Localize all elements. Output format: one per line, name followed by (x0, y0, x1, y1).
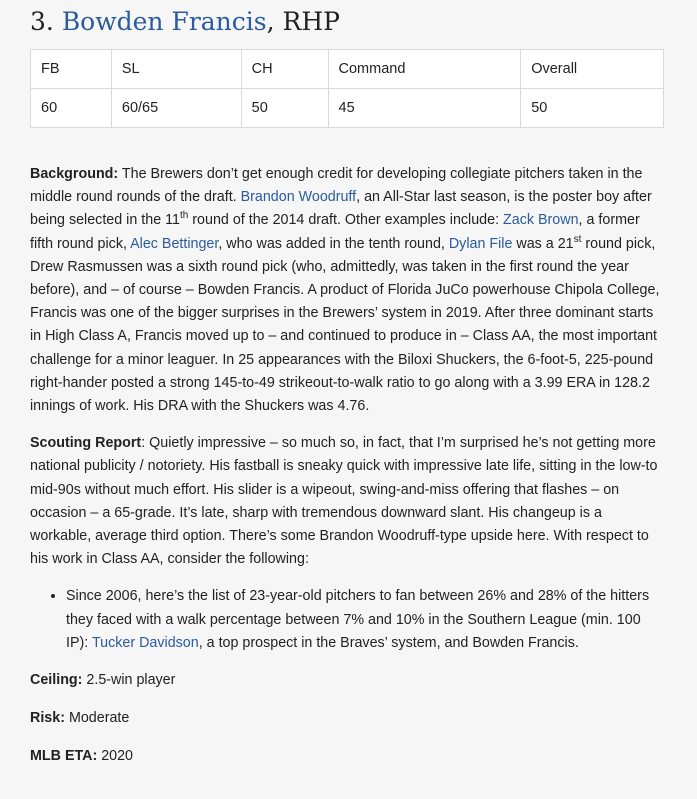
background-text: The Brewers don’t get enough credit for developing collegiate pitchers taken in the middle round rounds of the draft. (30, 166, 643, 206)
grades-table (30, 49, 664, 128)
header-cell-fb: FB (31, 50, 112, 89)
background-text: round pick, Drew Rasmussen was a sixth round pick (who, admittedly, was taken in the first round the year before), and – of course – Bowden Francis. A product of Florida JuCo powerhouse Chipola College, Francis was one of the bigger surprises in the Brewers’ system in 2019. After three dominant starts in High Class A, Francis moved up to – and continued to produce in – Class AA, the most important challenge for a minor leaguer. In 25 appearances with the Biloxi Shuckers, the 6-foot-5, 225-pound right-hander posted a strong 145-to-49 strikeout-to-walk ratio to go along with a 3.99 ERA in 128.2 innings of work. His DRA with the Shuckers was 4.76. (30, 235, 660, 415)
link-alec-bettinger[interactable]: Alec Bettinger (130, 235, 219, 252)
link-zack-brown[interactable]: Zack Brown (503, 212, 579, 229)
header-cell-ch: CH (241, 50, 328, 89)
grades-header-row (31, 50, 664, 89)
ceiling-line (30, 669, 665, 692)
stat-bullet-list (30, 585, 665, 655)
background-text: , a former fifth round pick, (30, 212, 640, 252)
scouting-text: : Quietly impressive – so much so, in fact, that I’m surprised he’s not getting more national publicity / notoriety. His fastball is sneaky quick with impressive late life, sitting in the low-to mid-90s without much effort. His slider is a wipeout, swing-and-miss offering that flashes – on occasion – a 65-grade. It’s late, sharp with tremendous downward slant. His changeup is a workable, average third option. There’s some Brandon Woodruff-type upside here. With respect to his work in Class AA, consider the following: (30, 435, 658, 568)
value-cell-sl: 60/65 (111, 89, 241, 128)
background-label: Background: (30, 166, 119, 182)
player-name-link[interactable]: Bowden Francis (61, 7, 267, 36)
ceiling-value: 2.5-win player (82, 672, 176, 689)
risk-line (30, 707, 665, 730)
ordinal-suffix: th (179, 210, 189, 222)
eta-value: 2020 (97, 748, 134, 765)
link-brandon-woodruff[interactable]: Brandon Woodruff (240, 189, 357, 206)
scouting-label: Scouting Report (30, 435, 142, 452)
background-paragraph (30, 163, 665, 418)
article-body (30, 163, 665, 769)
link-tucker-davidson[interactable]: Tucker Davidson (91, 634, 199, 651)
prospect-heading (30, 0, 665, 38)
link-dylan-file[interactable]: Dylan File (448, 235, 513, 252)
background-text: round of the 2014 draft. Other examples include: (188, 212, 504, 229)
rank-number: 3. (30, 7, 54, 36)
risk-value: Moderate (64, 710, 130, 727)
risk-label: Risk: (30, 710, 65, 727)
value-cell-ch: 50 (241, 89, 328, 128)
value-cell-overall: 50 (521, 89, 664, 128)
grades-value-row (31, 89, 664, 128)
value-cell-command: 45 (328, 89, 521, 128)
eta-line (30, 745, 665, 768)
background-text: was a 21 (512, 235, 574, 252)
background-text: , who was added in the tenth round, (218, 235, 449, 252)
background-text: , an All-Star last season, is the poster boy after being selected in the 11 (30, 189, 652, 229)
eta-label: MLB ETA: (30, 748, 98, 765)
player-position: , RHP (266, 7, 340, 36)
header-cell-overall: Overall (521, 50, 664, 89)
bullet-text: Since 2006, here’s the list of 23-year-old pitchers to fan between 26% and 28% of the hitters they faced with a walk percentage between 7% and 10% in the Southern League (min. 100 IP): (66, 588, 650, 651)
value-cell-fb: 60 (31, 89, 112, 128)
ceiling-label: Ceiling: (30, 672, 83, 689)
list-item (66, 585, 665, 655)
bullet-text: , a top prospect in the Braves’ system, and Bowden Francis. (198, 634, 579, 651)
ordinal-suffix: st (573, 233, 582, 245)
header-cell-command: Command (328, 50, 521, 89)
header-cell-sl: SL (111, 50, 241, 89)
scouting-paragraph (30, 432, 665, 571)
